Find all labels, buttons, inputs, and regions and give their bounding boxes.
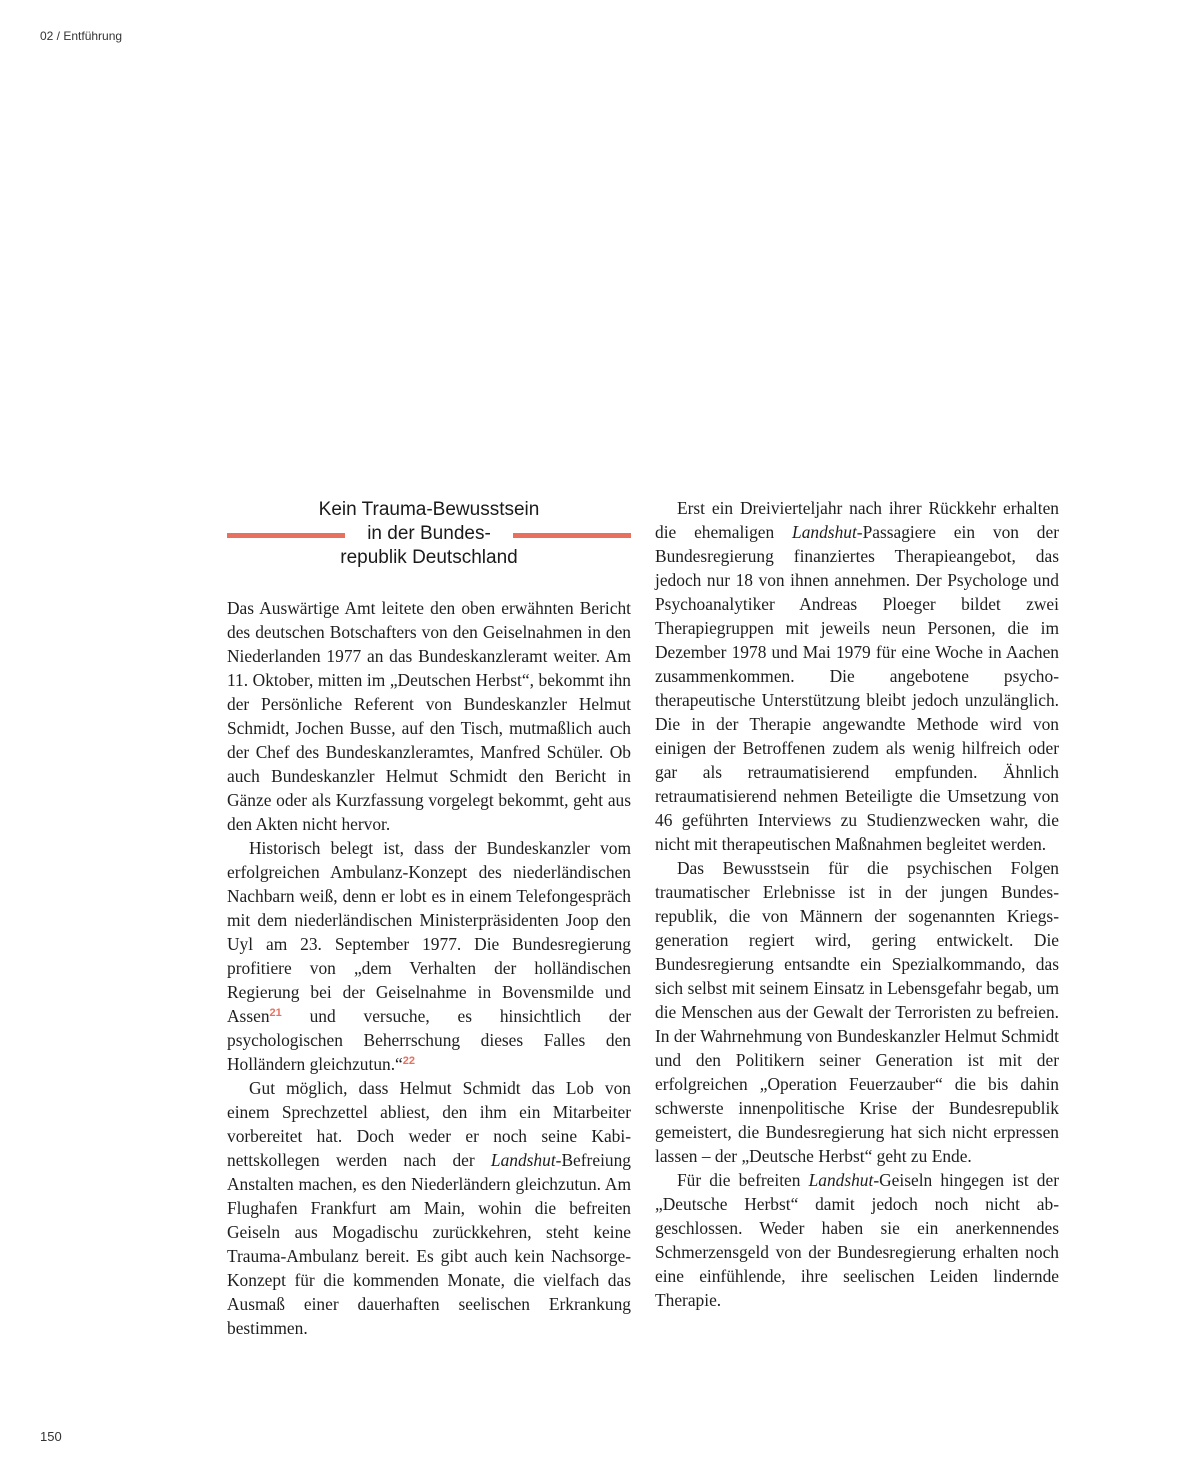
- heading-line-2: in der Bundes-: [367, 523, 491, 544]
- text-run: Für die befreiten: [677, 1170, 809, 1190]
- paragraph: [227, 836, 631, 1076]
- paragraph: [655, 1168, 1059, 1312]
- left-column: [227, 496, 631, 1340]
- running-header: 02 / Entführung: [40, 29, 123, 43]
- paragraph: [655, 496, 1059, 856]
- section-heading-block: [227, 496, 631, 596]
- italic-term: Landshut: [490, 1150, 556, 1170]
- footnote-marker[interactable]: 21: [269, 1007, 282, 1019]
- heading-line-1: Kein Trauma-Bewusstsein: [318, 499, 540, 520]
- paragraph: Das Bewusstsein für die psychischen Folgen traumatischer Erlebnisse ist in der jungen Bundesrepublik, die von Männern der sogenannten Kriegsgeneration regiert wird, gering entwickelt. Die Bundesregierung entsandte ein Spezialkommando, das sich selbst mit seinem Einsatz in Lebensgefahr begab, um die Menschen aus der Gewalt der Terroristen zu befreien. In der Wahrnehmung von Bundeskanzler Helmut Schmidt und den Politikern seiner Generation ist mit der erfolgreichen „Operation Feuerzauber“ die bis dahin schwerste innenpolitische Krise der Bundesrepublik gemeistert, die Bundesregierung hat sich nicht erpressen lassen – der „Deutsche Herbst“ geht zu Ende.: [655, 858, 1059, 1166]
- text-run: Gut möglich, dass Helmut Schmidt das Lob von einem Sprechzettel abliest, den ihm ein Mitarbeiter vorbereitet hat. Doch weder er noch seine Kabinettskollegen werden nach der: [227, 1078, 631, 1170]
- text-run: -Befreiung Anstalten machen, es den Niederländern gleichzutun. Am Flughafen Frankfurt am Main, wohin die befreiten Geiseln aus Mogadischu zurückkehren, steht keine Trauma-Ambulanz bereit. Es gibt auch kein Nachsorge-Konzept für die kommenden Monate, die vielfach das Ausmaß einer dauerhaften seelischen Erkrankung bestimmen.: [227, 1150, 631, 1338]
- section-heading: [227, 498, 631, 570]
- italic-term: Landshut: [808, 1170, 874, 1190]
- footnote-marker[interactable]: 22: [402, 1055, 416, 1067]
- text-run: -Geiseln hingegen ist der „Deutsche Herbst“ damit jedoch noch nicht abgeschlossen. Weder haben sie ein anerkennendes Schmerzensgeld von der Bundesregierung erhalten noch eine einfühlende, ihre seelischen Leiden lindernde Therapie.: [655, 1170, 1059, 1310]
- right-column: [655, 496, 1059, 1312]
- italic-term: Landshut: [792, 522, 857, 542]
- paragraph: [227, 1076, 631, 1340]
- page-number: 150: [40, 1429, 62, 1444]
- text-run: und versuche, es hinsichtlich der psychologischen Beherrschung dieses Falles den Holländern gleichzutun.“: [227, 1006, 631, 1074]
- text-run: -Passagiere ein von der Bundesregierung finanziertes Therapieangebot, das jedoch nur 18 von ihnen annehmen. Der Psychologe und Psychoanalytiker Andreas Ploeger bildet zwei Therapiegruppen mit jeweils neun Personen, die im Dezember 1978 und Mai 1979 für eine Woche in Aachen zusammenkommen. Die angebotene psychotherapeutische Unterstützung bleibt jedoch unzulänglich. Die in der Therapie angewandte Methode wird von einigen der Betroffenen zudem als wenig hilfreich oder gar als retraumatisierend empfunden. Ähnlich retraumatisierend nehmen Beteiligte die Umsetzung von 46 geführten Interviews zu Studienzwecken wahr, die nicht mit therapeutischen Maßnahmen begleitet werden.: [655, 522, 1059, 854]
- text-run: Erst ein Dreivierteljahr nach ihrer Rückkehr erhalten die ehemaligen: [655, 498, 1059, 542]
- paragraph: Das Auswärtige Amt leitete den oben erwähnten Bericht des deutschen Botschafters von den Geiselnahmen in den Niederlanden 1977 an das Bundeskanzleramt weiter. Am 11. Oktober, mitten im „Deutschen Herbst“, bekommt ihn der Persönliche Referent von Bundeskanzler Helmut Schmidt, Jochen Busse, auf den Tisch, mutmaßlich auch der Chef des Bundeskanzleramtes, Manfred Schüler. Ob auch Bundeskanzler Helmut Schmidt den Bericht in Gänze oder als Kurzfassung vorgelegt bekommt, geht aus den Akten nicht hervor.: [227, 598, 631, 834]
- text-run: Historisch belegt ist, dass der Bundeskanzler vom erfolgreichen Ambulanz-Konzept des niederländischen Nachbarn weiß, denn er lobt es in einem Telefongespräch mit dem niederländischen Ministerpräsidenten Joop den Uyl am 23. September 1977. Die Bundesregierung profitiere von „dem Verhalten der holländischen Regierung bei der Geiselnahme in Bovensmilde und Assen: [227, 838, 631, 1026]
- heading-line-3: republik Deutschland: [340, 547, 518, 568]
